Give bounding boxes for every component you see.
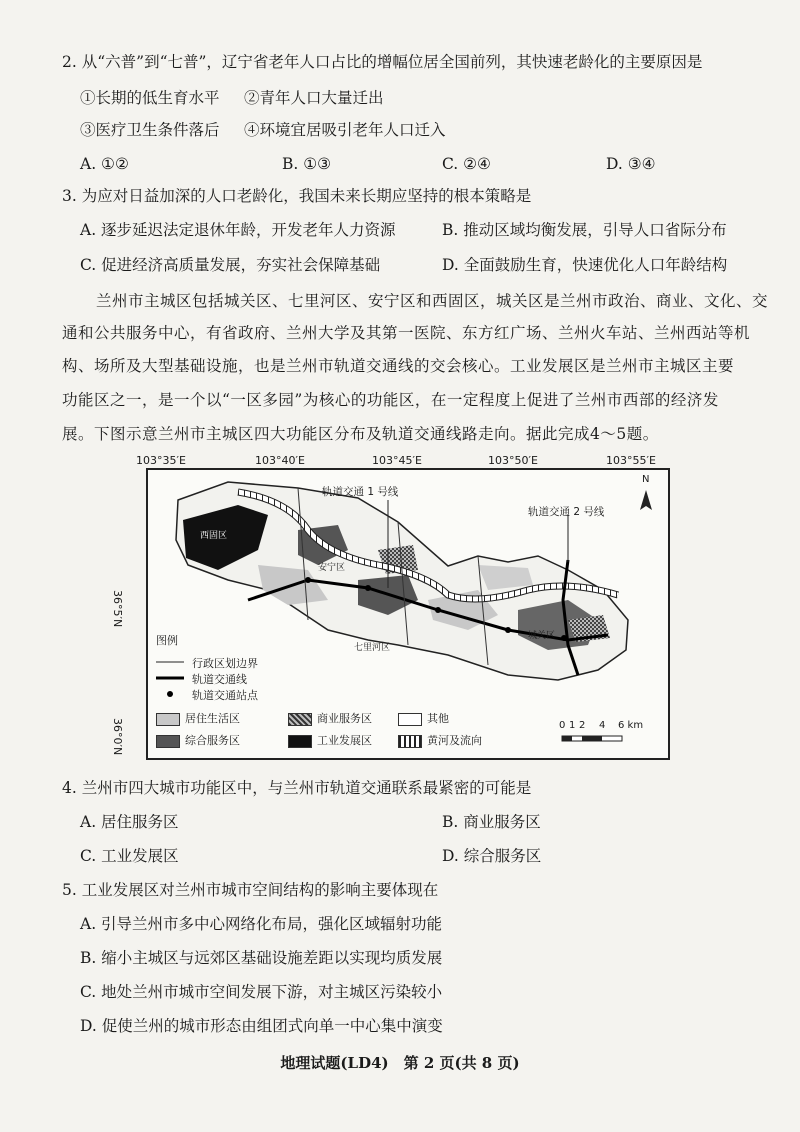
q5-option-b: B. 缩小主城区与远郊区基础设施差距以实现均质发展 bbox=[80, 949, 443, 967]
lon-label-1: 103°35′E bbox=[136, 454, 186, 467]
passage-line-3: 构、场所及大型基础设施，也是兰州市轨道交通线的交会核心。工业发展区是兰州市主城区主要 bbox=[62, 357, 735, 375]
q2-option-b: B. ①③ bbox=[282, 155, 332, 173]
q3-option-a: A. 逐步延迟法定退休年龄，开发老年人力资源 bbox=[80, 221, 396, 239]
lat-label-2: 36°0′N bbox=[111, 718, 124, 756]
legend-residential: 居住生活区 bbox=[156, 710, 240, 726]
rail-station bbox=[305, 577, 311, 583]
scale-4: 4 bbox=[599, 720, 606, 731]
q2-factor-3: ③医疗卫生条件落后 bbox=[80, 121, 220, 139]
q4-option-a: A. 居住服务区 bbox=[80, 813, 179, 831]
q2-option-c: C. ②④ bbox=[442, 155, 491, 173]
q5-stem: 5. 工业发展区对兰州市城市空间结构的影响主要体现在 bbox=[62, 881, 439, 899]
q4-option-c: C. 工业发展区 bbox=[80, 847, 179, 865]
scale-1: 1 bbox=[569, 720, 576, 731]
q3-option-d: D. 全面鼓励生育，快速优化人口年龄结构 bbox=[442, 256, 728, 274]
lon-label-4: 103°50′E bbox=[488, 454, 538, 467]
lanzhou-functional-zone-map bbox=[146, 468, 670, 760]
legend-industrial: 工业发展区 bbox=[288, 732, 372, 748]
q2-factor-2: ②青年人口大量迁出 bbox=[244, 89, 384, 107]
q5-option-d: D. 促使兰州的城市形态由组团式向单一中心集中演变 bbox=[80, 1017, 443, 1035]
q2-option-d: D. ③④ bbox=[606, 155, 656, 173]
north-arrow-icon bbox=[640, 490, 652, 510]
passage-line-2: 通和公共服务中心，有省政府、兰州大学及其第一医院、东方红广场、兰州火车站、兰州西站等机 bbox=[62, 324, 751, 342]
q4-stem: 4. 兰州市四大城市功能区中，与兰州市轨道交通联系最紧密的可能是 bbox=[62, 779, 532, 797]
legend-boundary: 行政区划边界 bbox=[192, 657, 258, 670]
district-label-chengguan: 城关区 bbox=[528, 631, 556, 641]
scale-6: 6 km bbox=[618, 720, 644, 731]
q4-option-b: B. 商业服务区 bbox=[442, 813, 541, 831]
district-label-qilihe: 七里河区 bbox=[354, 643, 391, 653]
scale-0: 0 bbox=[559, 720, 566, 731]
rail-station bbox=[505, 627, 511, 633]
q2-factor-4: ④环境宜居吸引老年人口迁入 bbox=[244, 121, 446, 139]
scale-2: 2 bbox=[579, 720, 586, 731]
legend-commercial: 商业服务区 bbox=[288, 710, 372, 726]
district-label-xigu: 西固区 bbox=[200, 531, 228, 541]
lon-label-3: 103°45′E bbox=[372, 454, 422, 467]
q2-stem: 2. 从“六普”到“七普”，辽宁省老年人口占比的增幅位居全国前列，其快速老龄化的主要原因是 bbox=[62, 53, 703, 71]
passage-line-1: 兰州市主城区包括城关区、七里河区、安宁区和西固区，城关区是兰州市政治、商业、文化、交 bbox=[96, 292, 769, 310]
legend-title: 图例 bbox=[156, 634, 178, 647]
lon-label-2: 103°40′E bbox=[255, 454, 305, 467]
q2-option-a: A. ①② bbox=[80, 155, 129, 173]
lon-label-5: 103°55′E bbox=[606, 454, 656, 467]
q3-option-c: C. 促进经济高质量发展，夯实社会保障基础 bbox=[80, 256, 381, 274]
q3-option-b: B. 推动区域均衡发展，引导人口省际分布 bbox=[442, 221, 727, 239]
rail-station bbox=[561, 635, 567, 641]
rail-line-2-label: 轨道交通 2 号线 bbox=[528, 506, 605, 518]
q5-option-a: A. 引导兰州市多中心网络化布局，强化区域辐射功能 bbox=[80, 915, 443, 933]
legend-river: 黄河及流向 bbox=[398, 732, 482, 748]
legend-comprehensive: 综合服务区 bbox=[156, 732, 240, 748]
passage-line-5: 展。下图示意兰州市主城区四大功能区分布及轨道交通线路走向。据此完成4～5题。 bbox=[62, 425, 659, 443]
legend-other: 其他 bbox=[398, 710, 449, 726]
q2-factor-1: ①长期的低生育水平 bbox=[80, 89, 220, 107]
q5-option-c: C. 地处兰州市城市空间发展下游，对主城区污染较小 bbox=[80, 983, 443, 1001]
q4-option-d: D. 综合服务区 bbox=[442, 847, 542, 865]
north-label: N bbox=[642, 474, 650, 485]
district-label-anning: 安宁区 bbox=[318, 563, 346, 573]
lat-label-1: 36°5′N bbox=[111, 590, 124, 628]
page-footer: 地理试题(LD4) 第 2 页(共 8 页) bbox=[280, 1054, 520, 1072]
legend-station: 轨道交通站点 bbox=[192, 689, 258, 702]
rail-station bbox=[365, 585, 371, 591]
passage-line-4: 功能区之一，是一个以“一区多园”为核心的功能区，在一定程度上促进了兰州市西部的经济发 bbox=[62, 391, 719, 409]
rail-line-1-label: 轨道交通 1 号线 bbox=[322, 486, 399, 498]
legend-rail: 轨道交通线 bbox=[192, 673, 247, 686]
q3-stem: 3. 为应对日益加深的人口老龄化，我国未来长期应坚持的根本策略是 bbox=[62, 187, 532, 205]
rail-station bbox=[435, 607, 441, 613]
